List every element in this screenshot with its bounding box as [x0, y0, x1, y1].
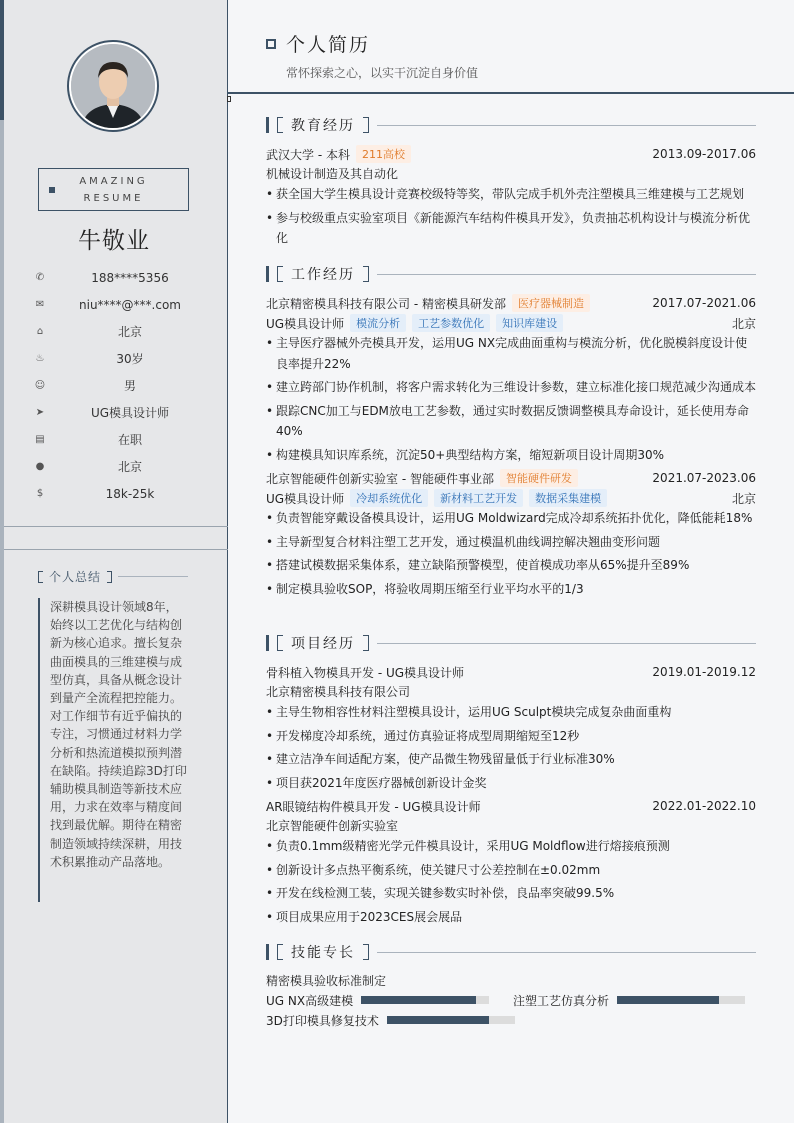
skill-plain: 精密模具验收标准制定	[266, 974, 387, 988]
list-item: • 开发梯度冷却系统，通过仿真验证将成型周期缩短至12秒	[266, 726, 756, 747]
role-group	[266, 314, 563, 332]
info-row	[34, 291, 214, 318]
heading-bar-icon	[266, 266, 269, 282]
summary-text: 深耕模具设计领域8年，始终以工艺优化与结构创新为核心追求。擅长复杂曲面模具的三维建模与成型仿真，具备从概念设计到量产全流程把控能力。对工作细节有近乎偏执的专注，习惯通过材料力学分析和热流道模拟预判潜在缺陷。持续追踪3D打印辅助模具制造等新技术应用，力求在效率与精度间找到最优解。期待在精密制造领域持续深耕，用技术积累推动产品落地。	[38, 598, 188, 902]
skill-name: 3D打印模具修复技术	[266, 1013, 379, 1028]
marker-icon	[227, 96, 231, 102]
company-name: 北京精密模具科技有限公司 - 精密模具研发部	[266, 296, 506, 311]
bracket-right-icon	[363, 635, 369, 651]
heading-rule	[377, 274, 756, 275]
list-item: • 项目获2021年度医疗器械创新设计金奖	[266, 773, 756, 794]
skill-fill	[387, 1016, 489, 1024]
skills-section	[266, 943, 756, 1029]
info-text: 18k-25k	[105, 486, 155, 501]
project-header	[266, 796, 756, 816]
info-text: 男	[123, 379, 136, 393]
location-icon: ●	[35, 461, 45, 472]
send-icon: ➤	[35, 407, 45, 418]
page-title-text: 个人简历	[286, 34, 371, 56]
list-item: • 参与校级重点实验室项目《新能源汽车结构件模具开发》，负责抽芯机构设计与模流分析优化	[266, 208, 756, 249]
heading-rule	[118, 576, 188, 577]
section-heading	[266, 943, 756, 961]
info-row	[34, 318, 214, 345]
list-item: • 搭建试模数据采集体系，建立缺陷预警模型，使首模成功率从65%提升至89%	[266, 555, 756, 576]
info-row	[34, 453, 214, 480]
job-city: 北京	[731, 316, 756, 331]
skill-tag: 数据采集建模	[529, 489, 607, 507]
info-text: 30岁	[116, 352, 144, 366]
skill-item	[266, 1011, 756, 1029]
info-row	[34, 264, 214, 291]
section-title: 技能专长	[291, 945, 355, 961]
list-item: • 构建模具知识库系统，沉淀50+典型结构方案，缩短新项目设计周期30%	[266, 445, 756, 466]
bracket-right-icon	[363, 266, 369, 282]
list-item: • 建立洁净车间适配方案，使产品微生物残留量低于行业标准30%	[266, 749, 756, 770]
job-bullets	[266, 508, 756, 599]
bracket-left-icon	[277, 266, 283, 282]
project-header	[266, 662, 756, 682]
resume-badge	[38, 168, 189, 211]
candidate-name: 牛敬业	[78, 228, 150, 254]
role-group	[266, 489, 607, 507]
bracket-left-icon	[38, 571, 43, 583]
section-title: 工作经历	[291, 267, 355, 283]
list-item: • 开发在线检测工装，实现关键参数实时补偿，良品率突破99.5%	[266, 883, 756, 904]
contact-info-list	[34, 264, 214, 507]
skill-item	[513, 991, 745, 1009]
section-heading	[266, 116, 756, 134]
project-bullets	[266, 702, 756, 793]
bracket-left-icon	[277, 944, 283, 960]
skill-bar	[361, 996, 489, 1004]
info-text: 北京	[117, 325, 142, 339]
heading-bar-icon	[266, 635, 269, 651]
list-item: • 主导生物相容性材料注塑模具设计，运用UG Sculpt模块完成复杂曲面重构	[266, 702, 756, 723]
header-rule	[228, 92, 794, 94]
school-name: 武汉大学 - 本科	[266, 147, 350, 162]
info-text: 188****5356	[91, 270, 169, 285]
skill-fill	[361, 996, 476, 1004]
bracket-right-icon	[363, 944, 369, 960]
bracket-left-icon	[277, 635, 283, 651]
education-section	[266, 116, 756, 252]
info-row	[34, 372, 214, 399]
list-item: • 获全国大学生模具设计竞赛校级特等奖，带队完成手机外壳注塑模具三维建模与工艺规划	[266, 184, 756, 205]
info-text: 北京	[117, 460, 142, 474]
sidebar	[0, 0, 228, 1123]
job-role: UG模具设计师	[266, 316, 345, 331]
job-role-row	[266, 313, 756, 333]
list-item: • 建立跨部门协作机制，将客户需求转化为三维设计参数，建立标准化接口规范减少沟通成本	[266, 377, 756, 398]
project-name: AR眼镜结构件模具开发 - UG模具设计师	[266, 799, 481, 814]
info-text: niu****@***.com	[79, 297, 181, 312]
project-date: 2022.01-2022.10	[652, 799, 756, 813]
skill-tag: 冷却系统优化	[350, 489, 428, 507]
job-bullets	[266, 333, 756, 465]
school-tag: 211高校	[356, 145, 411, 163]
education-date: 2013.09-2017.06	[652, 147, 756, 161]
bracket-right-icon	[363, 117, 369, 133]
square-icon	[266, 39, 276, 49]
avatar-frame	[67, 40, 159, 132]
section-title: 项目经历	[291, 636, 355, 652]
info-row	[34, 480, 214, 507]
job-date: 2021.07-2023.06	[652, 471, 756, 485]
list-item: • 负责智能穿戴设备模具设计，运用UG Moldwizard完成冷却系统拓扑优化，降低能耗18%	[266, 508, 756, 529]
info-row	[34, 399, 214, 426]
project-date: 2019.01-2019.12	[652, 665, 756, 679]
info-text: 在职	[117, 433, 142, 447]
skill-tag: 模流分析	[350, 314, 406, 332]
info-text: UG模具设计师	[90, 406, 170, 420]
job-role: UG模具设计师	[266, 491, 345, 506]
home-icon: ⌂	[36, 326, 44, 337]
skill-tag: 知识库建设	[496, 314, 563, 332]
summary-heading	[38, 568, 188, 585]
skill-fill	[617, 996, 719, 1004]
work-section	[266, 265, 756, 602]
job-date: 2017.07-2021.06	[652, 296, 756, 310]
divider	[4, 526, 228, 527]
job-header	[266, 468, 756, 488]
mail-icon: ✉	[35, 299, 45, 310]
skill-tag: 工艺参数优化	[412, 314, 490, 332]
resume-badge-text: AMAZING RESUME	[79, 176, 148, 204]
sidebar-stripe-accent	[0, 0, 4, 120]
list-item: • 主导医疗器械外壳模具开发，运用UG NX完成曲面重构与模流分析，优化脱模斜度设计使良率提升22%	[266, 333, 756, 374]
page-title	[266, 30, 370, 57]
education-entry-header	[266, 144, 756, 164]
phone-icon: ✆	[35, 272, 45, 283]
list-item: • 主导新型复合材料注塑工艺开发，通过模温机曲线调控解决翘曲变形问题	[266, 532, 756, 553]
info-row	[34, 426, 214, 453]
heading-bar-icon	[266, 117, 269, 133]
page-subtitle: 常怀探索之心，以实干沉淀自身价值	[286, 66, 479, 80]
section-title: 教育经历	[291, 118, 355, 134]
project-org: 北京精密模具科技有限公司	[266, 685, 411, 699]
industry-tag: 智能硬件研发	[500, 469, 578, 487]
education-bullets	[266, 184, 756, 249]
list-item: • 创新设计多点热平衡系统，使关键尺寸公差控制在±0.02mm	[266, 860, 756, 881]
sidebar-stripe	[0, 0, 4, 1123]
summary-title: 个人总结	[49, 570, 102, 584]
job-header	[266, 293, 756, 313]
skill-tag: 新材料工艺开发	[434, 489, 523, 507]
cake-icon: ♨	[35, 353, 45, 364]
skill-row-1	[266, 991, 756, 1009]
info-row	[34, 345, 214, 372]
salary-icon: $	[36, 488, 44, 499]
heading-rule	[377, 643, 756, 644]
job-list	[266, 293, 756, 599]
major: 机械设计制造及其自动化	[266, 167, 399, 181]
bracket-right-icon	[107, 571, 112, 583]
divider	[4, 549, 228, 550]
skill-name: UG NX高级建模	[266, 993, 354, 1008]
projects-section	[266, 634, 756, 930]
list-item: • 跟踪CNC加工与EDM放电工艺参数，通过实时数据反馈调整模具寿命设计，延长使用寿命40%	[266, 401, 756, 442]
job-city: 北京	[731, 491, 756, 506]
project-list	[266, 662, 756, 927]
list-item: • 负责0.1mm级精密光学元件模具设计，采用UG Moldflow进行熔接痕预测	[266, 836, 756, 857]
skill-name: 注塑工艺仿真分析	[513, 993, 610, 1008]
job-title-group	[266, 469, 578, 487]
job-title-group	[266, 294, 590, 312]
bracket-left-icon	[277, 117, 283, 133]
industry-tag: 医疗器械制造	[512, 294, 590, 312]
section-heading	[266, 634, 756, 652]
badge-square-icon	[49, 187, 55, 193]
list-item: • 制定模具验收SOP，将验收周期压缩至行业平均水平的1/3	[266, 579, 756, 600]
section-heading	[266, 265, 756, 283]
project-name: 骨科植入物模具开发 - UG模具设计师	[266, 665, 465, 680]
project-org: 北京智能硬件创新实验室	[266, 819, 399, 833]
job-role-row	[266, 488, 756, 508]
heading-rule	[377, 125, 756, 126]
skill-item	[266, 991, 513, 1009]
avatar	[71, 44, 155, 128]
heading-bar-icon	[266, 944, 269, 960]
company-name: 北京智能硬件创新实验室 - 智能硬件事业部	[266, 471, 494, 486]
list-item: • 项目成果应用于2023CES展会展品	[266, 907, 756, 928]
project-bullets	[266, 836, 756, 927]
heading-rule	[377, 952, 756, 953]
skill-bar	[617, 996, 745, 1004]
briefcase-icon: ▤	[35, 434, 45, 445]
person-icon: ☺	[34, 380, 46, 391]
skill-bar	[387, 1016, 515, 1024]
